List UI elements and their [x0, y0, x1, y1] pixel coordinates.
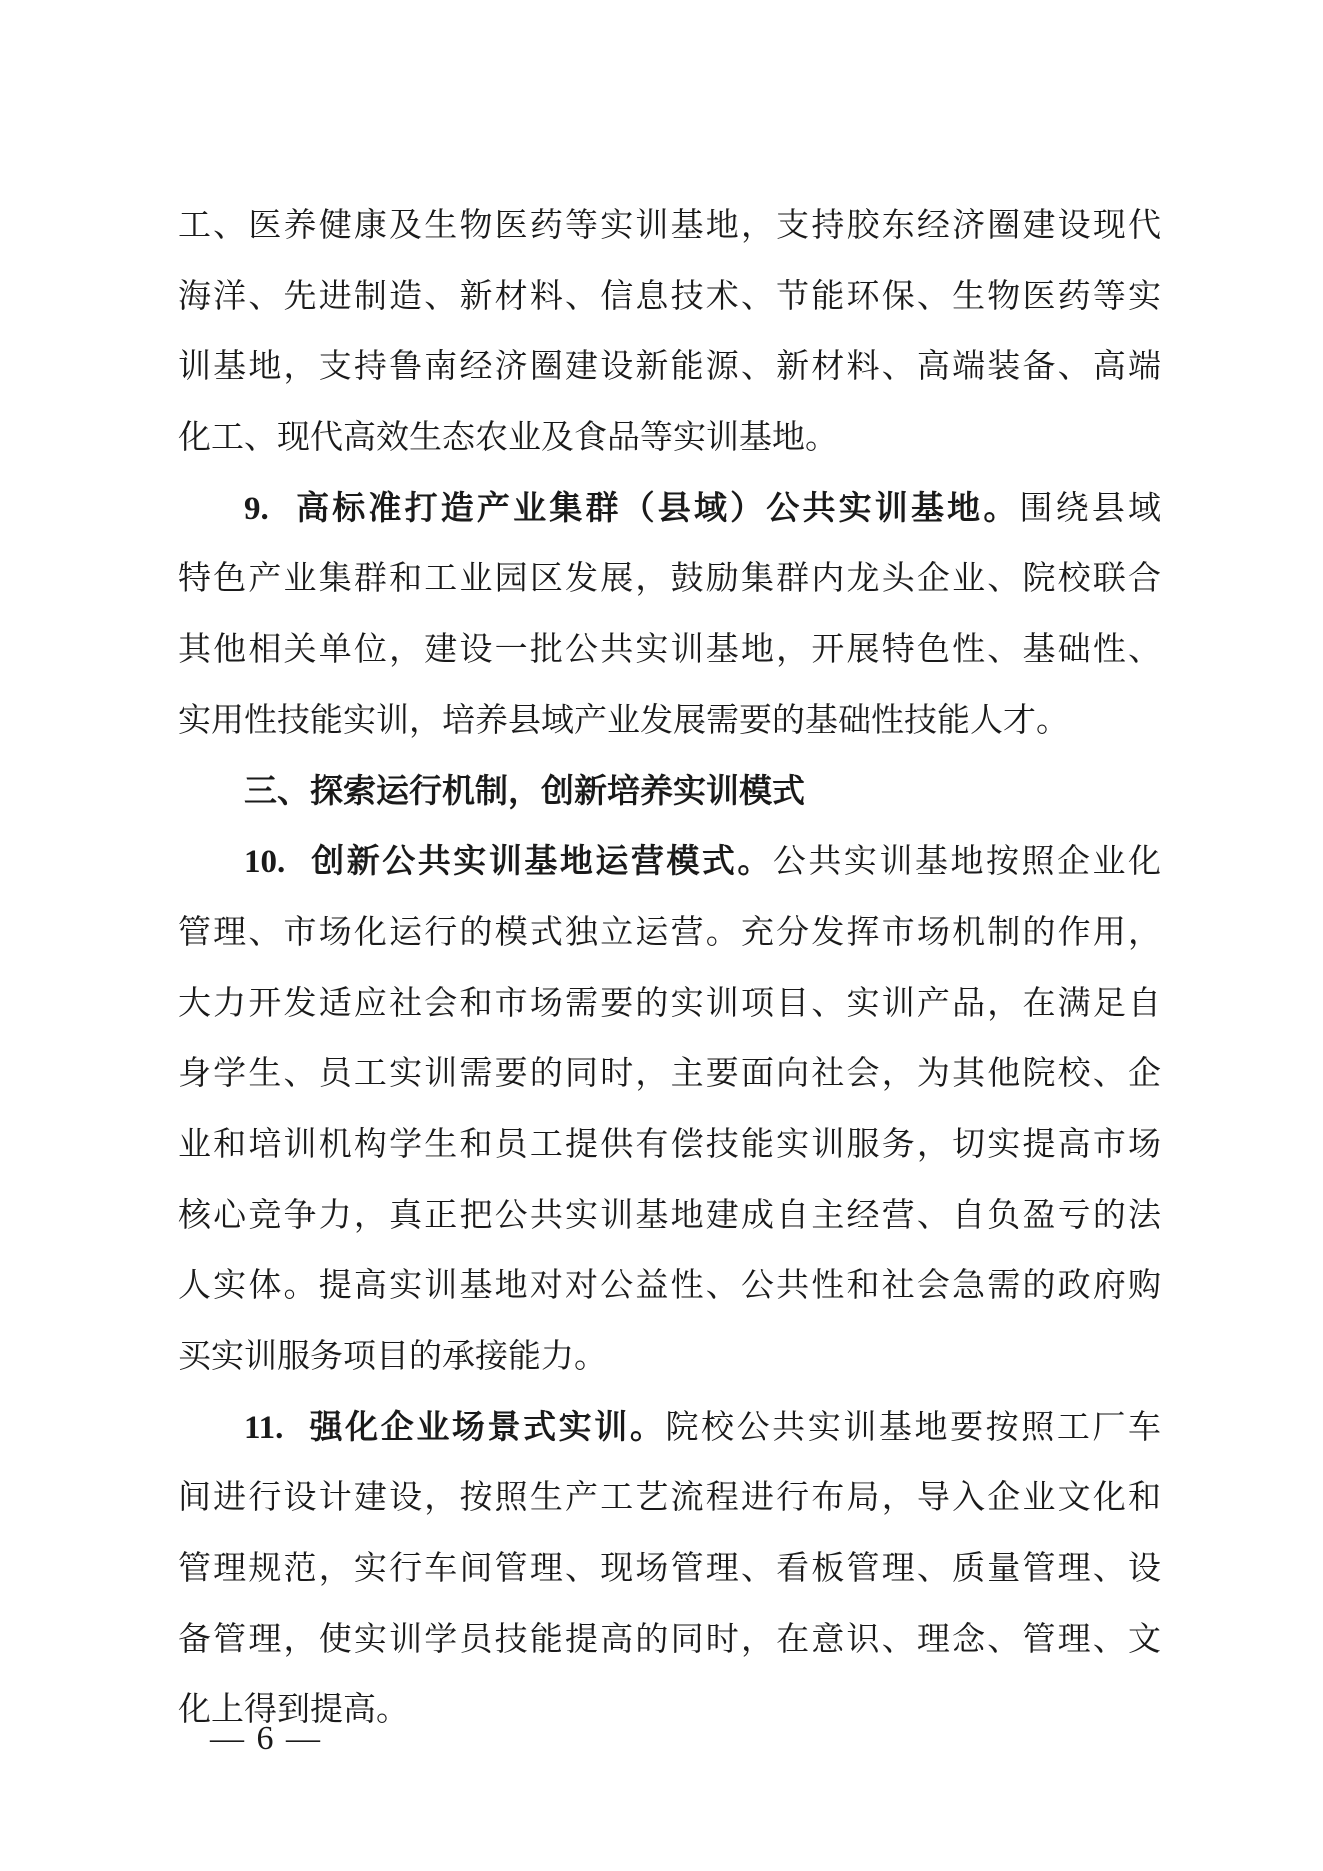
paragraph-line: 化工、现代高效生态农业及食品等实训基地。: [178, 417, 838, 457]
paragraph-line: 实用性技能实训，培养县域产业发展需要的基础性技能人才。: [178, 699, 1069, 739]
paragraph-line: 其他相关单位，建设一批公共实训基地，开展特色性、基础性、: [178, 629, 1161, 669]
paragraph-text: 院校公共实训基地要按照工厂车: [665, 1406, 1161, 1446]
item-number: 10.: [244, 844, 286, 881]
page-number: — 6 —: [210, 1720, 322, 1757]
paragraph-line: 大力开发适应社会和市场需要的实训项目、实训产品，在满足自: [178, 982, 1161, 1022]
paragraph-line: 海洋、先进制造、新材料、信息技术、节能环保、生物医药等实: [178, 275, 1161, 315]
item-11-first-line: [178, 1392, 1161, 1463]
paragraph-line: 管理、市场化运行的模式独立运营。充分发挥市场机制的作用，: [178, 911, 1161, 951]
item-10-first-line: [178, 826, 1161, 897]
paragraph-line: 管理规范，实行车间管理、现场管理、看板管理、质量管理、设: [178, 1548, 1161, 1588]
item-lead-title: 高标准打造产业集群（县域）公共实训基地。: [296, 487, 1020, 527]
paragraph-line: 间进行设计建设，按照生产工艺流程进行布局，导入企业文化和: [178, 1477, 1161, 1517]
paragraph-line: 特色产业集群和工业园区发展，鼓励集群内龙头企业、院校联合: [178, 558, 1161, 598]
paragraph-line: 化上得到提高。: [178, 1689, 409, 1729]
paragraph-text: 围绕县域: [1019, 487, 1161, 527]
paragraph-line: 业和培训机构学生和员工提供有偿技能实训服务，切实提高市场: [178, 1123, 1161, 1163]
item-lead-title: 创新公共实训基地运营模式。: [311, 841, 773, 881]
paragraph-line: 身学生、员工实训需要的同时，主要面向社会，为其他院校、企: [178, 1053, 1161, 1093]
paragraph-line: 训基地，支持鲁南经济圈建设新能源、新材料、高端装备、高端: [178, 346, 1161, 386]
paragraph-text: 公共实训基地按照企业化: [772, 841, 1161, 881]
document-body: [178, 190, 1161, 1745]
section-heading: 三、探索运行机制，创新培养实训模式: [244, 770, 805, 810]
paragraph-line: 人实体。提高实训基地对对公益性、公共性和社会急需的政府购: [178, 1265, 1161, 1305]
item-lead-title: 强化企业场景式实训。: [309, 1406, 666, 1446]
item-9-first-line: [178, 473, 1161, 544]
item-number: 9.: [244, 490, 269, 527]
paragraph-line: 买实训服务项目的承接能力。: [178, 1336, 607, 1375]
paragraph-line: 工、医养健康及生物医药等实训基地，支持胶东经济圈建设现代: [178, 205, 1161, 244]
paragraph-line: 备管理，使实训学员技能提高的同时，在意识、理念、管理、文: [178, 1618, 1161, 1658]
item-number: 11.: [244, 1409, 284, 1446]
paragraph-line: 核心竞争力，真正把公共实训基地建成自主经营、自负盈亏的法: [178, 1194, 1161, 1234]
